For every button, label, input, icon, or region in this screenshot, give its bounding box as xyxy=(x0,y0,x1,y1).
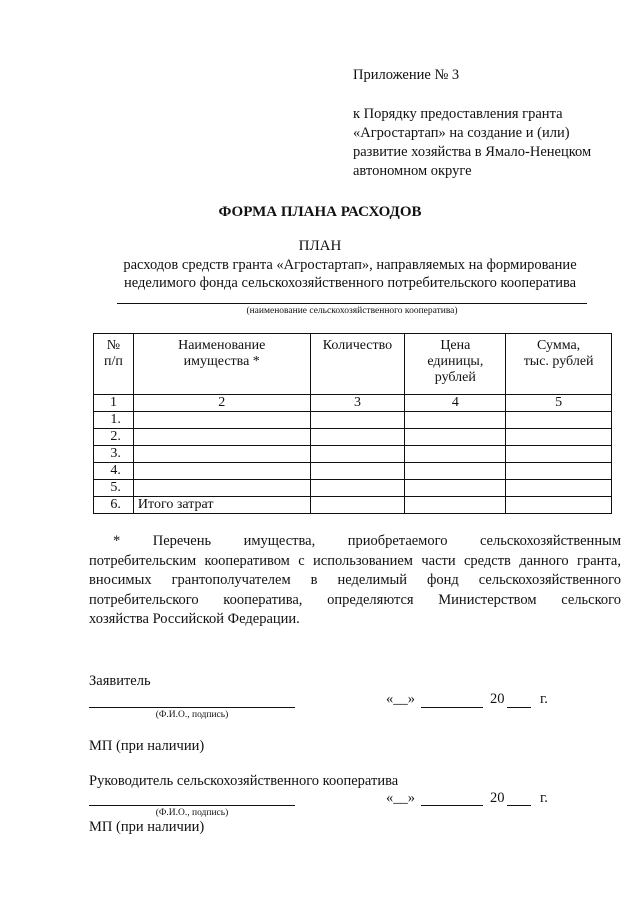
stamp-label: МП (при наличии) xyxy=(89,738,205,754)
coop-head-signature-field[interactable] xyxy=(89,805,295,806)
stamp-label-2: МП (при наличии) xyxy=(89,819,205,835)
col-number: 2 xyxy=(133,395,310,412)
cell-quantity[interactable] xyxy=(310,446,405,463)
total-row xyxy=(94,497,612,514)
applicant-date-month-field[interactable] xyxy=(421,707,483,708)
appendix-line: автономном округе xyxy=(353,163,472,179)
cell-name[interactable] xyxy=(133,463,310,480)
table-header-row xyxy=(94,334,612,395)
footnote xyxy=(89,532,621,630)
cell-name[interactable] xyxy=(133,446,310,463)
cell-sum[interactable] xyxy=(506,412,612,429)
cell-name[interactable] xyxy=(133,480,310,497)
cell-quantity[interactable] xyxy=(310,497,405,514)
header-quantity: Количество xyxy=(310,334,405,395)
cell-unit-price[interactable] xyxy=(405,446,506,463)
cell-unit-price[interactable] xyxy=(405,463,506,480)
cell-quantity[interactable] xyxy=(310,429,405,446)
row-number: 2. xyxy=(94,429,134,446)
row-number: 4. xyxy=(94,463,134,480)
table-row xyxy=(94,429,612,446)
footnote-line: * Перечень имущества, приобретаемого сельскохозяйственным xyxy=(113,533,621,549)
column-numbers-row xyxy=(94,395,612,412)
cell-quantity[interactable] xyxy=(310,480,405,497)
plan-description-line: расходов средств гранта «Агростартап», направляемых на формирование xyxy=(123,257,577,273)
coop-name-field[interactable] xyxy=(117,303,587,304)
coop-head-date-month-field[interactable] xyxy=(421,805,483,806)
footnote-line: потребительского кооператива, определяются Министерством сельского xyxy=(89,591,621,608)
total-label: Итого затрат xyxy=(133,497,310,514)
cell-sum[interactable] xyxy=(506,463,612,480)
cell-unit-price[interactable] xyxy=(405,412,506,429)
plan-description xyxy=(95,256,605,292)
footnote-line: потребительским кооперативом с использованием части средств данного гранта, xyxy=(89,552,621,569)
cell-unit-price[interactable] xyxy=(405,497,506,514)
footnote-line: вносимых грантополучателем в неделимый фонд сельскохозяйственного xyxy=(89,572,621,588)
coop-name-caption: (наименование сельскохозяйственного кооператива) xyxy=(246,306,458,316)
applicant-year-suffix: г. xyxy=(540,691,548,707)
appendix-line: развитие хозяйства в Ямало-Ненецком xyxy=(353,144,592,160)
footnote-line: хозяйства Российской Федерации. xyxy=(89,611,300,627)
plan-heading: ПЛАН xyxy=(298,238,342,254)
header-sum: Сумма, тыс. рублей xyxy=(506,334,612,395)
table-row xyxy=(94,446,612,463)
applicant-label: Заявитель xyxy=(89,673,151,689)
applicant-signature-field[interactable] xyxy=(89,707,295,708)
header-name: Наименование имущества * xyxy=(133,334,310,395)
appendix-block xyxy=(353,66,623,181)
coop-head-year-suffix: г. xyxy=(540,790,548,806)
cell-sum[interactable] xyxy=(506,446,612,463)
header-unit-price: Цена единицы, рублей xyxy=(405,334,506,395)
cell-quantity[interactable] xyxy=(310,412,405,429)
col-number: 5 xyxy=(506,395,612,412)
table-row xyxy=(94,412,612,429)
plan-description-line: неделимого фонда сельскохозяйственного потребительского кооператива xyxy=(123,275,577,291)
row-number: 1. xyxy=(94,412,134,429)
row-number: 6. xyxy=(94,497,134,514)
coop-head-year-field[interactable] xyxy=(507,805,531,806)
cell-sum[interactable] xyxy=(506,429,612,446)
applicant-year-prefix: 20 xyxy=(490,691,505,707)
cell-quantity[interactable] xyxy=(310,463,405,480)
coop-head-date-day: «__» xyxy=(386,790,415,806)
cell-name[interactable] xyxy=(133,412,310,429)
document-title: ФОРМА ПЛАНА РАСХОДОВ xyxy=(218,204,422,220)
cell-unit-price[interactable] xyxy=(405,429,506,446)
coop-head-fio-caption: (Ф.И.О., подпись) xyxy=(155,808,229,818)
applicant-date-day: «__» xyxy=(386,691,415,707)
appendix-line: «Агростартап» на создание и (или) xyxy=(353,125,570,141)
appendix-line: к Порядку предоставления гранта xyxy=(353,106,563,122)
col-number: 4 xyxy=(405,395,506,412)
cell-unit-price[interactable] xyxy=(405,480,506,497)
applicant-fio-caption: (Ф.И.О., подпись) xyxy=(155,710,229,720)
expenses-table xyxy=(93,333,612,514)
appendix-number: Приложение № 3 xyxy=(353,67,460,83)
table-row xyxy=(94,480,612,497)
cell-sum[interactable] xyxy=(506,497,612,514)
header-number: № п/п xyxy=(94,334,134,395)
coop-head-label: Руководитель сельскохозяйственного кооператива xyxy=(89,773,399,789)
table-row xyxy=(94,463,612,480)
cell-sum[interactable] xyxy=(506,480,612,497)
row-number: 5. xyxy=(94,480,134,497)
applicant-year-field[interactable] xyxy=(507,707,531,708)
coop-head-year-prefix: 20 xyxy=(490,790,505,806)
cell-name[interactable] xyxy=(133,429,310,446)
row-number: 3. xyxy=(94,446,134,463)
col-number: 3 xyxy=(310,395,405,412)
col-number: 1 xyxy=(94,395,134,412)
